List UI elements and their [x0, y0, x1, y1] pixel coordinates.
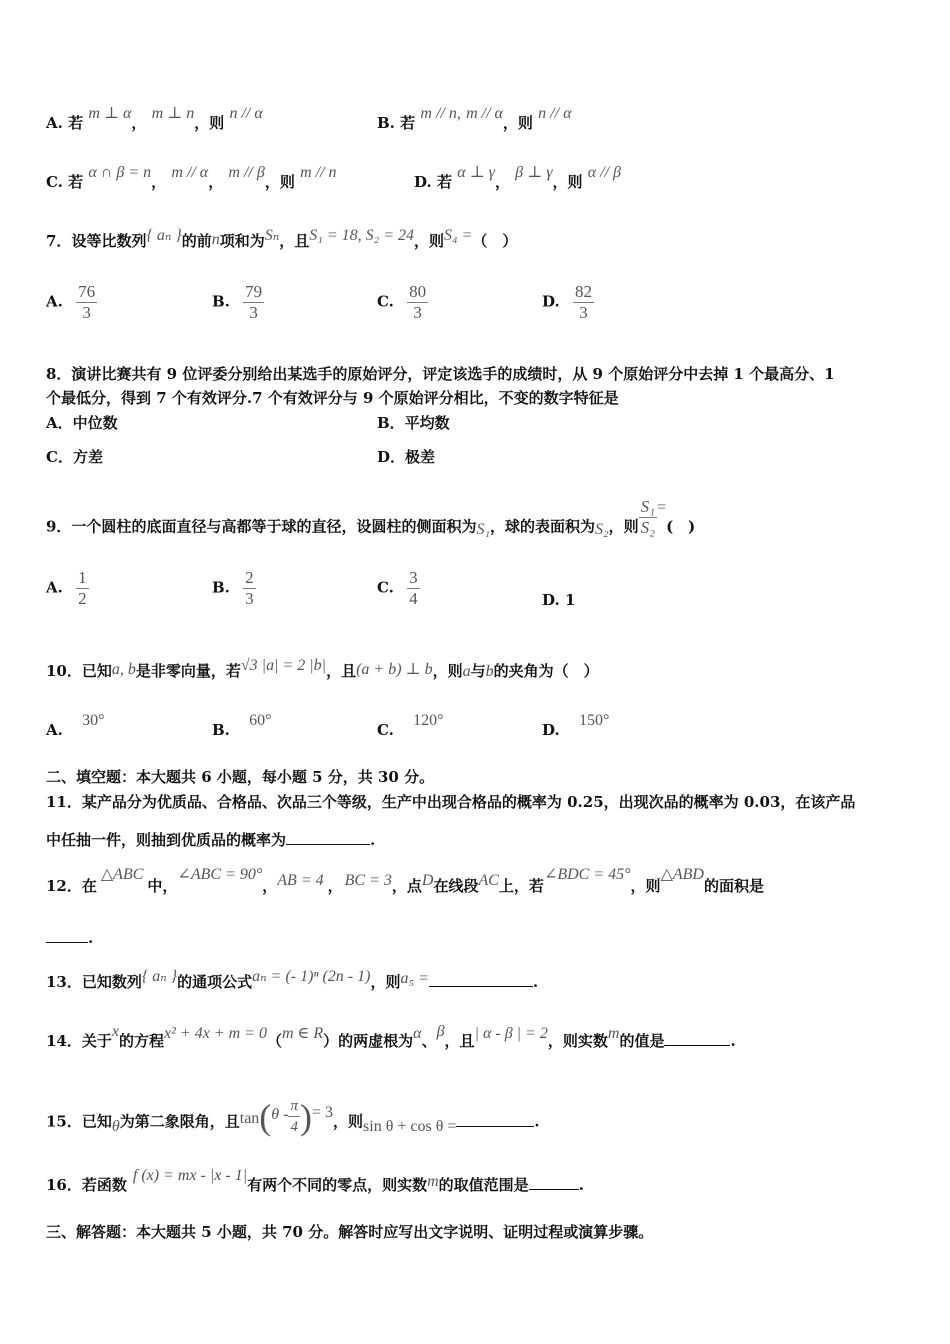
question-8-line-2: 个最低分，得到 7 个有效评分.7 个有效评分与 9 个原始评分相比，不变的数字特征是	[46, 389, 619, 407]
denominator: S₂	[640, 518, 656, 537]
q6-option-c[interactable]: C. 若 α ∩ β = n， m // α， m // β，则 m // n	[46, 164, 337, 191]
math-expr: aₙ = (- 1)ⁿ (2n - 1)	[252, 968, 371, 985]
q6-option-b[interactable]	[377, 105, 572, 134]
question-text: 项和为	[219, 232, 265, 250]
option-letter: B.	[212, 721, 230, 739]
fraction	[76, 568, 89, 609]
math-expr: m // α	[466, 105, 503, 122]
question-text: .	[370, 831, 376, 849]
option-text: ，则	[502, 114, 533, 132]
q7-option-d[interactable]	[542, 282, 594, 323]
math-expr: b	[485, 663, 494, 680]
question-text: ，球的表面积为	[490, 517, 596, 536]
math-expr: S₁ = 18, S₂ = 24	[309, 227, 414, 244]
question-text: ，且	[279, 232, 310, 250]
math-expr: θ -	[271, 1105, 289, 1123]
math-expr: ∠ABC = 90°	[177, 866, 263, 883]
math-expr: θ	[111, 1117, 120, 1135]
question-text: 13．已知数列	[46, 973, 142, 991]
question-text: 中，	[147, 877, 178, 895]
question-13	[46, 968, 539, 993]
question-text: 10．已知	[46, 662, 112, 680]
math-expr: n // α	[229, 105, 263, 122]
option-value: 1	[564, 591, 576, 609]
q7-option-a[interactable]	[46, 282, 97, 323]
question-text: ，且	[444, 1032, 475, 1050]
numerator: 1	[78, 568, 87, 587]
question-text: ，则	[333, 1112, 364, 1131]
question-text: 是非零向量，若	[135, 662, 241, 680]
fraction	[639, 497, 657, 538]
question-text: ，则	[630, 877, 661, 895]
numerator: 82	[574, 282, 592, 301]
math-expr: n // α	[538, 105, 572, 122]
fraction	[407, 282, 428, 323]
numerator: 79	[245, 282, 263, 301]
question-text: 的方程	[118, 1032, 164, 1050]
fraction	[573, 282, 594, 323]
question-text: ，	[262, 877, 278, 895]
math-expr: m ⊥ n	[151, 105, 195, 122]
math-expr: x	[111, 1023, 119, 1040]
math-expr: α // β	[587, 164, 622, 181]
q10-option-c[interactable]	[377, 712, 444, 741]
question-text: 的面积是	[703, 877, 764, 895]
question-9	[46, 497, 696, 548]
denominator: 4	[290, 1119, 298, 1135]
question-text: 与	[470, 662, 486, 680]
question-text: ，则实数	[547, 1032, 608, 1050]
math-expr: =	[657, 498, 667, 516]
option-letter: B.	[377, 114, 395, 132]
question-text: .	[730, 1032, 736, 1050]
question-16	[46, 1167, 584, 1196]
question-text: 有两个不同的零点，则实数	[247, 1176, 428, 1194]
question-15	[46, 1096, 540, 1143]
question-text: 上，若	[498, 877, 544, 895]
math-expr: β	[436, 1023, 445, 1040]
numerator: 80	[409, 282, 427, 301]
fraction	[243, 282, 264, 323]
math-expr: f (x) = mx - |x - 1|	[132, 1167, 248, 1184]
q10-option-a[interactable]	[46, 712, 105, 741]
math-expr: a	[462, 663, 471, 680]
q9-option-c[interactable]	[377, 568, 420, 609]
question-text: 在线段	[433, 877, 479, 895]
numerator: 3	[409, 568, 418, 587]
q8-option-d[interactable]: D．极差	[377, 448, 436, 466]
math-expr: = 3	[312, 1103, 334, 1121]
question-text: （	[266, 1032, 282, 1050]
fraction	[288, 1096, 300, 1137]
math-expr: α ⊥ γ	[457, 164, 495, 181]
answer-blank[interactable]	[429, 972, 533, 987]
q6-option-a[interactable]: A. 若 m ⊥ α， m ⊥ n，则 n // α	[46, 105, 263, 132]
q9-option-d[interactable]	[542, 590, 575, 610]
question-text: 、	[421, 1032, 437, 1050]
question-text: 15．已知	[46, 1112, 112, 1131]
q6-option-d[interactable]: D. 若 α ⊥ γ， β ⊥ γ，则 α // β	[414, 164, 622, 191]
denominator: 3	[249, 303, 258, 322]
denominator: 3	[579, 303, 588, 322]
question-text: .	[578, 1176, 584, 1194]
question-11-line-1: 11．某产品分为优质品、合格品、次品三个等级，生产中出现合格品的概率为 0.25，出现次品的概率为 0.03，在该产品	[46, 793, 856, 811]
option-text: ，则	[194, 114, 225, 132]
question-text: ，	[327, 877, 343, 895]
question-text: ，点	[391, 877, 422, 895]
q7-option-c[interactable]	[377, 282, 428, 323]
fraction	[407, 568, 420, 609]
question-text: .	[532, 973, 539, 991]
question-number: 7．	[46, 232, 72, 250]
option-text: 若	[400, 114, 416, 132]
option-text: 若	[68, 173, 84, 191]
option-letter: A.	[46, 114, 63, 132]
answer-blank[interactable]	[529, 1175, 579, 1190]
question-text: 中任抽一件，则抽到优质品的概率为	[46, 831, 287, 849]
numerator: π	[290, 1098, 298, 1114]
fraction	[243, 568, 256, 609]
math-expr: m // α	[171, 164, 209, 181]
option-letter: D.	[542, 721, 560, 739]
math-expr: α	[413, 1025, 422, 1042]
math-expr: β ⊥ γ	[515, 164, 553, 181]
math-expr: tan	[239, 1109, 260, 1127]
math-expr: | α - β | = 2	[474, 1025, 548, 1042]
question-text: （ ）	[472, 232, 518, 250]
math-expr: ∠BDC = 45°	[543, 866, 631, 883]
question-text: 14．关于	[46, 1032, 112, 1050]
option-letter: B.	[212, 292, 230, 311]
option-text: ，则	[552, 173, 583, 191]
question-text: 设等比数列	[71, 232, 147, 250]
numerator: 2	[245, 568, 254, 587]
fraction	[76, 282, 97, 323]
q9-option-b[interactable]	[212, 568, 256, 609]
math-expr: x² + 4x + m = 0	[164, 1025, 267, 1042]
math-expr: (	[259, 1096, 272, 1137]
q9-option-a[interactable]	[46, 568, 89, 609]
option-value: 60°	[249, 712, 272, 729]
option-letter: A.	[46, 292, 63, 311]
question-text: .	[534, 1112, 540, 1131]
option-letter: C.	[377, 578, 394, 597]
question-10	[46, 657, 599, 682]
option-letter: B.	[212, 578, 230, 597]
math-expr: D	[421, 872, 434, 889]
math-expr: sin θ + cos θ =	[363, 1117, 457, 1135]
question-12	[46, 866, 764, 897]
math-expr: a₅ =	[400, 970, 429, 987]
answer-blank[interactable]	[664, 1031, 730, 1046]
math-expr: S₁	[476, 520, 491, 538]
q8-option-c[interactable]: C．方差	[46, 448, 103, 466]
numerator: 76	[78, 282, 96, 301]
q8-option-a[interactable]: A．中位数	[46, 414, 118, 432]
math-expr: S₂	[595, 520, 609, 538]
math-expr: Sₙ	[264, 227, 280, 244]
math-expr: α ∩ β = n	[88, 164, 152, 181]
option-text: 若	[436, 173, 452, 191]
answer-blank[interactable]	[286, 830, 370, 845]
question-text: 的前	[181, 232, 212, 250]
math-expr: BC = 3	[344, 872, 392, 889]
option-letter: A.	[46, 578, 63, 597]
option-letter: C.	[377, 292, 394, 311]
question-text: 9．一个圆柱的底面直径与高都等于球的直径，设圆柱的侧面积为	[46, 517, 477, 536]
question-text: 12．在	[46, 877, 97, 895]
question-text: 的值是	[619, 1032, 665, 1050]
math-expr: m // n	[300, 164, 337, 181]
question-8-line-1: 8．演讲比赛共有 9 位评委分别给出某选手的原始评分，评定该选手的成绩时，从 9 个原始评分中去掉 1 个最高分、1	[46, 365, 835, 383]
question-11-line-2	[46, 830, 375, 850]
math-expr: △ABD	[660, 866, 704, 883]
denominator: 2	[78, 589, 87, 608]
question-text: ）的两虚根为	[323, 1032, 414, 1050]
question-text: 16．若函数	[46, 1176, 127, 1194]
answer-blank[interactable]	[46, 928, 88, 943]
math-expr: S₄ =	[444, 227, 473, 244]
denominator: 3	[82, 303, 91, 322]
denominator: 3	[413, 303, 422, 322]
math-expr: a, b	[111, 661, 136, 678]
answer-blank[interactable]	[456, 1112, 534, 1127]
math-expr: (a + b) ⊥ b	[356, 661, 433, 678]
question-text: ，则	[413, 232, 444, 250]
question-text: 的夹角为（ ）	[493, 662, 599, 680]
option-value: 120°	[413, 712, 444, 729]
q8-option-b[interactable]: B．平均数	[377, 414, 450, 432]
question-12-answer	[46, 928, 93, 948]
math-expr: )	[300, 1096, 312, 1137]
question-text: ，则	[608, 517, 639, 536]
option-value: 30°	[82, 712, 105, 729]
question-text: ，则	[370, 973, 401, 991]
denominator: 4	[409, 589, 418, 608]
math-expr: { aₙ }	[141, 968, 178, 985]
question-text: 的通项公式	[177, 973, 253, 991]
question-text: ，且	[326, 662, 357, 680]
question-text: ，则	[432, 662, 463, 680]
question-text: ( )	[666, 517, 696, 536]
math-expr: { aₙ }	[146, 227, 182, 244]
q7-option-b[interactable]	[212, 282, 264, 323]
option-value: 150°	[578, 712, 610, 729]
option-letter: A.	[46, 721, 63, 739]
question-14	[46, 1023, 736, 1052]
section-3-heading: 三、解答题：本大题共 5 小题，共 70 分。解答时应写出文字说明、证明过程或演算步骤。	[46, 1223, 654, 1241]
math-expr: n	[211, 231, 220, 248]
q10-option-d[interactable]	[542, 712, 610, 741]
option-letter: C.	[377, 721, 394, 739]
math-expr: m ⊥ α	[88, 105, 132, 122]
section-2-heading: 二、填空题：本大题共 6 小题，每小题 5 分，共 30 分。	[46, 768, 435, 786]
option-letter: D.	[542, 591, 560, 609]
option-letter: D.	[542, 292, 560, 311]
q10-option-b[interactable]	[212, 712, 272, 741]
option-letter: C.	[46, 173, 63, 191]
math-expr: m // n,	[420, 105, 461, 122]
math-expr: √3 |a| = 2 |b|	[240, 657, 327, 674]
question-text: 为第二象限角，且	[119, 1112, 240, 1131]
math-expr: m	[607, 1025, 620, 1042]
option-text: 若	[68, 114, 84, 132]
numerator: S₁	[640, 497, 656, 516]
math-expr: △ABC	[100, 866, 144, 883]
question-text: .	[88, 929, 94, 947]
math-expr: m // β	[228, 164, 265, 181]
question-7	[46, 227, 518, 252]
math-expr: m	[427, 1173, 439, 1190]
option-text: ，则	[264, 173, 295, 191]
option-letter: D.	[414, 173, 432, 191]
math-expr: m ∈ R	[281, 1025, 324, 1042]
math-expr: AC	[478, 872, 499, 889]
question-text: 的取值范围是	[438, 1176, 529, 1194]
math-expr: AB = 4	[277, 872, 324, 889]
denominator: 3	[245, 589, 254, 608]
